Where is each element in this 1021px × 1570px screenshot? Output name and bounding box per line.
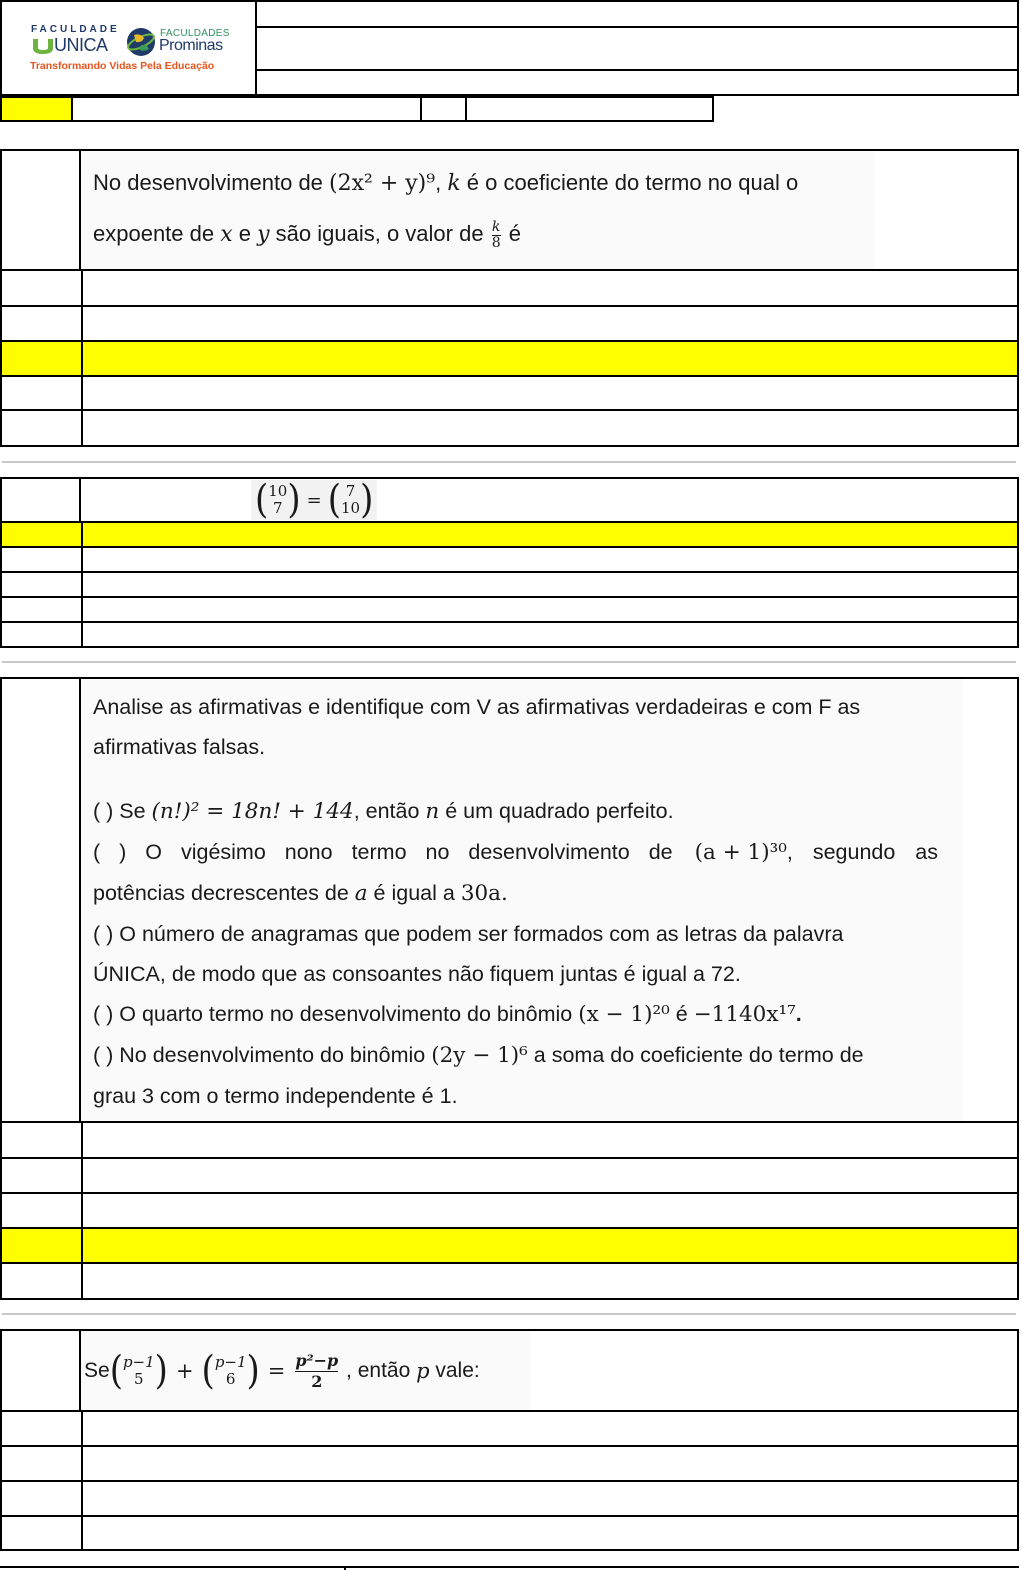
- question-4-number-cell: [2, 1331, 81, 1410]
- question-1-option-d[interactable]: [0, 377, 1019, 411]
- footer-rule: [0, 1566, 1019, 1568]
- question-3-text: Analise as afirmativas e identifique com V as afirmativas verdadeiras e com F as afirmativas falsas. ( ) Se (n!)² = 18n! + 144, então n é um quadrado perfeito. ( ) O vigésimo nono termo no desenvolvimento de (a + 1)³⁰, segundo as potências decrescentes de a é igual a 30a. ( ) O número de anagramas que podem ser formados com as letras da palavra ÚNICA, de modo que as consoantes não fiquem juntas é igual a 72. ( ) O quarto termo no desenvolvimento do binômio (x − 1)²⁰ é −1140x¹⁷. ( ) No desenvolvimento do binômio (2y − 1)⁶ a soma do coeficiente do termo de grau 3 com o termo independente é 1.: [93, 695, 938, 1108]
- question-3-option-b[interactable]: [0, 1159, 1019, 1194]
- question-4-option-a[interactable]: [0, 1412, 1019, 1447]
- logo-prominas-label: Prominas: [159, 37, 223, 54]
- statement-3: ( ) O número de anagramas que podem ser formados com as letras da palavra: [93, 922, 844, 946]
- question-4-option-c[interactable]: [0, 1482, 1019, 1517]
- question-2-number-cell: [2, 479, 81, 521]
- question-1-text: No desenvolvimento de (2x² + y)⁹, k é o coeficiente do termo no qual o expoente de x e y são iguais, o valor de $\frac{k}{8}$ é: [93, 170, 799, 251]
- id-highlight-cell: [0, 96, 73, 122]
- statement-5: ( ) No desenvolvimento do binômio (2y − 1)⁶ a soma do coeficiente do termo de: [93, 1043, 864, 1068]
- binomial-10-7: ( 10 7 ): [255, 477, 301, 523]
- question-separator: [2, 461, 1016, 463]
- question-2-option-c[interactable]: [0, 573, 1019, 598]
- logo-unica-label: UNICA: [54, 35, 108, 55]
- question-4-fraction: $\frac{\text{p²−p}}{2}$: [295, 1350, 339, 1391]
- question-4-block: [0, 1329, 1019, 1412]
- header-row-2: [255, 26, 1019, 71]
- statement-1: ( ) Se (n!)² = 18n! + 144, então n é um quadrado perfeito.: [93, 799, 674, 824]
- question-separator: [2, 1313, 1016, 1315]
- logo-prominas-globe-icon: [124, 25, 158, 59]
- statement-4: ( ) O quarto termo no desenvolvimento do binômio (x − 1)²⁰ é −1140x¹⁷.: [93, 1002, 802, 1027]
- logo-faculdades-label: FACULDADES: [160, 28, 230, 39]
- footer-divider: [344, 1566, 346, 1570]
- question-separator: [2, 661, 1016, 663]
- question-2-formula: ( 10 7 ) = ( 7 10 ): [251, 480, 377, 520]
- question-1-option-c-correct[interactable]: [0, 342, 1019, 377]
- question-2-option-a-correct[interactable]: [0, 523, 1019, 548]
- question-2-option-d[interactable]: [0, 598, 1019, 623]
- question-3-option-d-correct[interactable]: [0, 1229, 1019, 1264]
- question-1-expression: (2x² + y)⁹: [329, 171, 436, 196]
- question-2-option-e[interactable]: [0, 623, 1019, 648]
- header-row-1: [255, 0, 1019, 28]
- question-2-block: [0, 477, 1019, 523]
- binomial-p-minus-1-5: ( p−1 5 ): [109, 1348, 168, 1394]
- question-3-option-a[interactable]: [0, 1123, 1019, 1159]
- logo-tagline: Transformando Vidas Pela Educação: [30, 60, 215, 72]
- question-2-option-b[interactable]: [0, 548, 1019, 573]
- question-1-block: [0, 149, 1019, 271]
- logo-faculdade-label: FACULDADE: [31, 24, 120, 35]
- statement-2: ( ) O vigésimo nono termo no desenvolvimento de (a + 1)³⁰, segundo as: [93, 840, 938, 865]
- binomial-p-minus-1-6: ( p−1 6 ): [201, 1348, 260, 1394]
- question-1-option-b[interactable]: [0, 307, 1019, 342]
- question-3-option-c[interactable]: [0, 1194, 1019, 1229]
- binomial-7-10: ( 7 10 ): [327, 477, 374, 523]
- question-1-number-cell: [2, 151, 81, 269]
- question-1-option-e[interactable]: [0, 411, 1019, 447]
- question-4-text: Se ( p−1 5 ) + ( p−1 6 ) = $\frac{\text{p²−p}}{2}$ , então p vale:: [84, 1348, 480, 1394]
- id-name-cell: [71, 96, 422, 122]
- question-3-block: [0, 677, 1019, 1123]
- question-1-fraction: $\frac{k}{8}$: [491, 218, 501, 251]
- question-1-option-a[interactable]: [0, 271, 1019, 307]
- id-value-cell: [465, 96, 714, 122]
- header-row-3: [255, 69, 1019, 96]
- question-4-option-d[interactable]: [0, 1517, 1019, 1551]
- logo-unica-mark-icon: [31, 37, 55, 55]
- question-3-option-e[interactable]: [0, 1264, 1019, 1300]
- question-4-option-b[interactable]: [0, 1447, 1019, 1482]
- question-3-number-cell: [2, 679, 81, 1121]
- id-short-cell: [420, 96, 467, 122]
